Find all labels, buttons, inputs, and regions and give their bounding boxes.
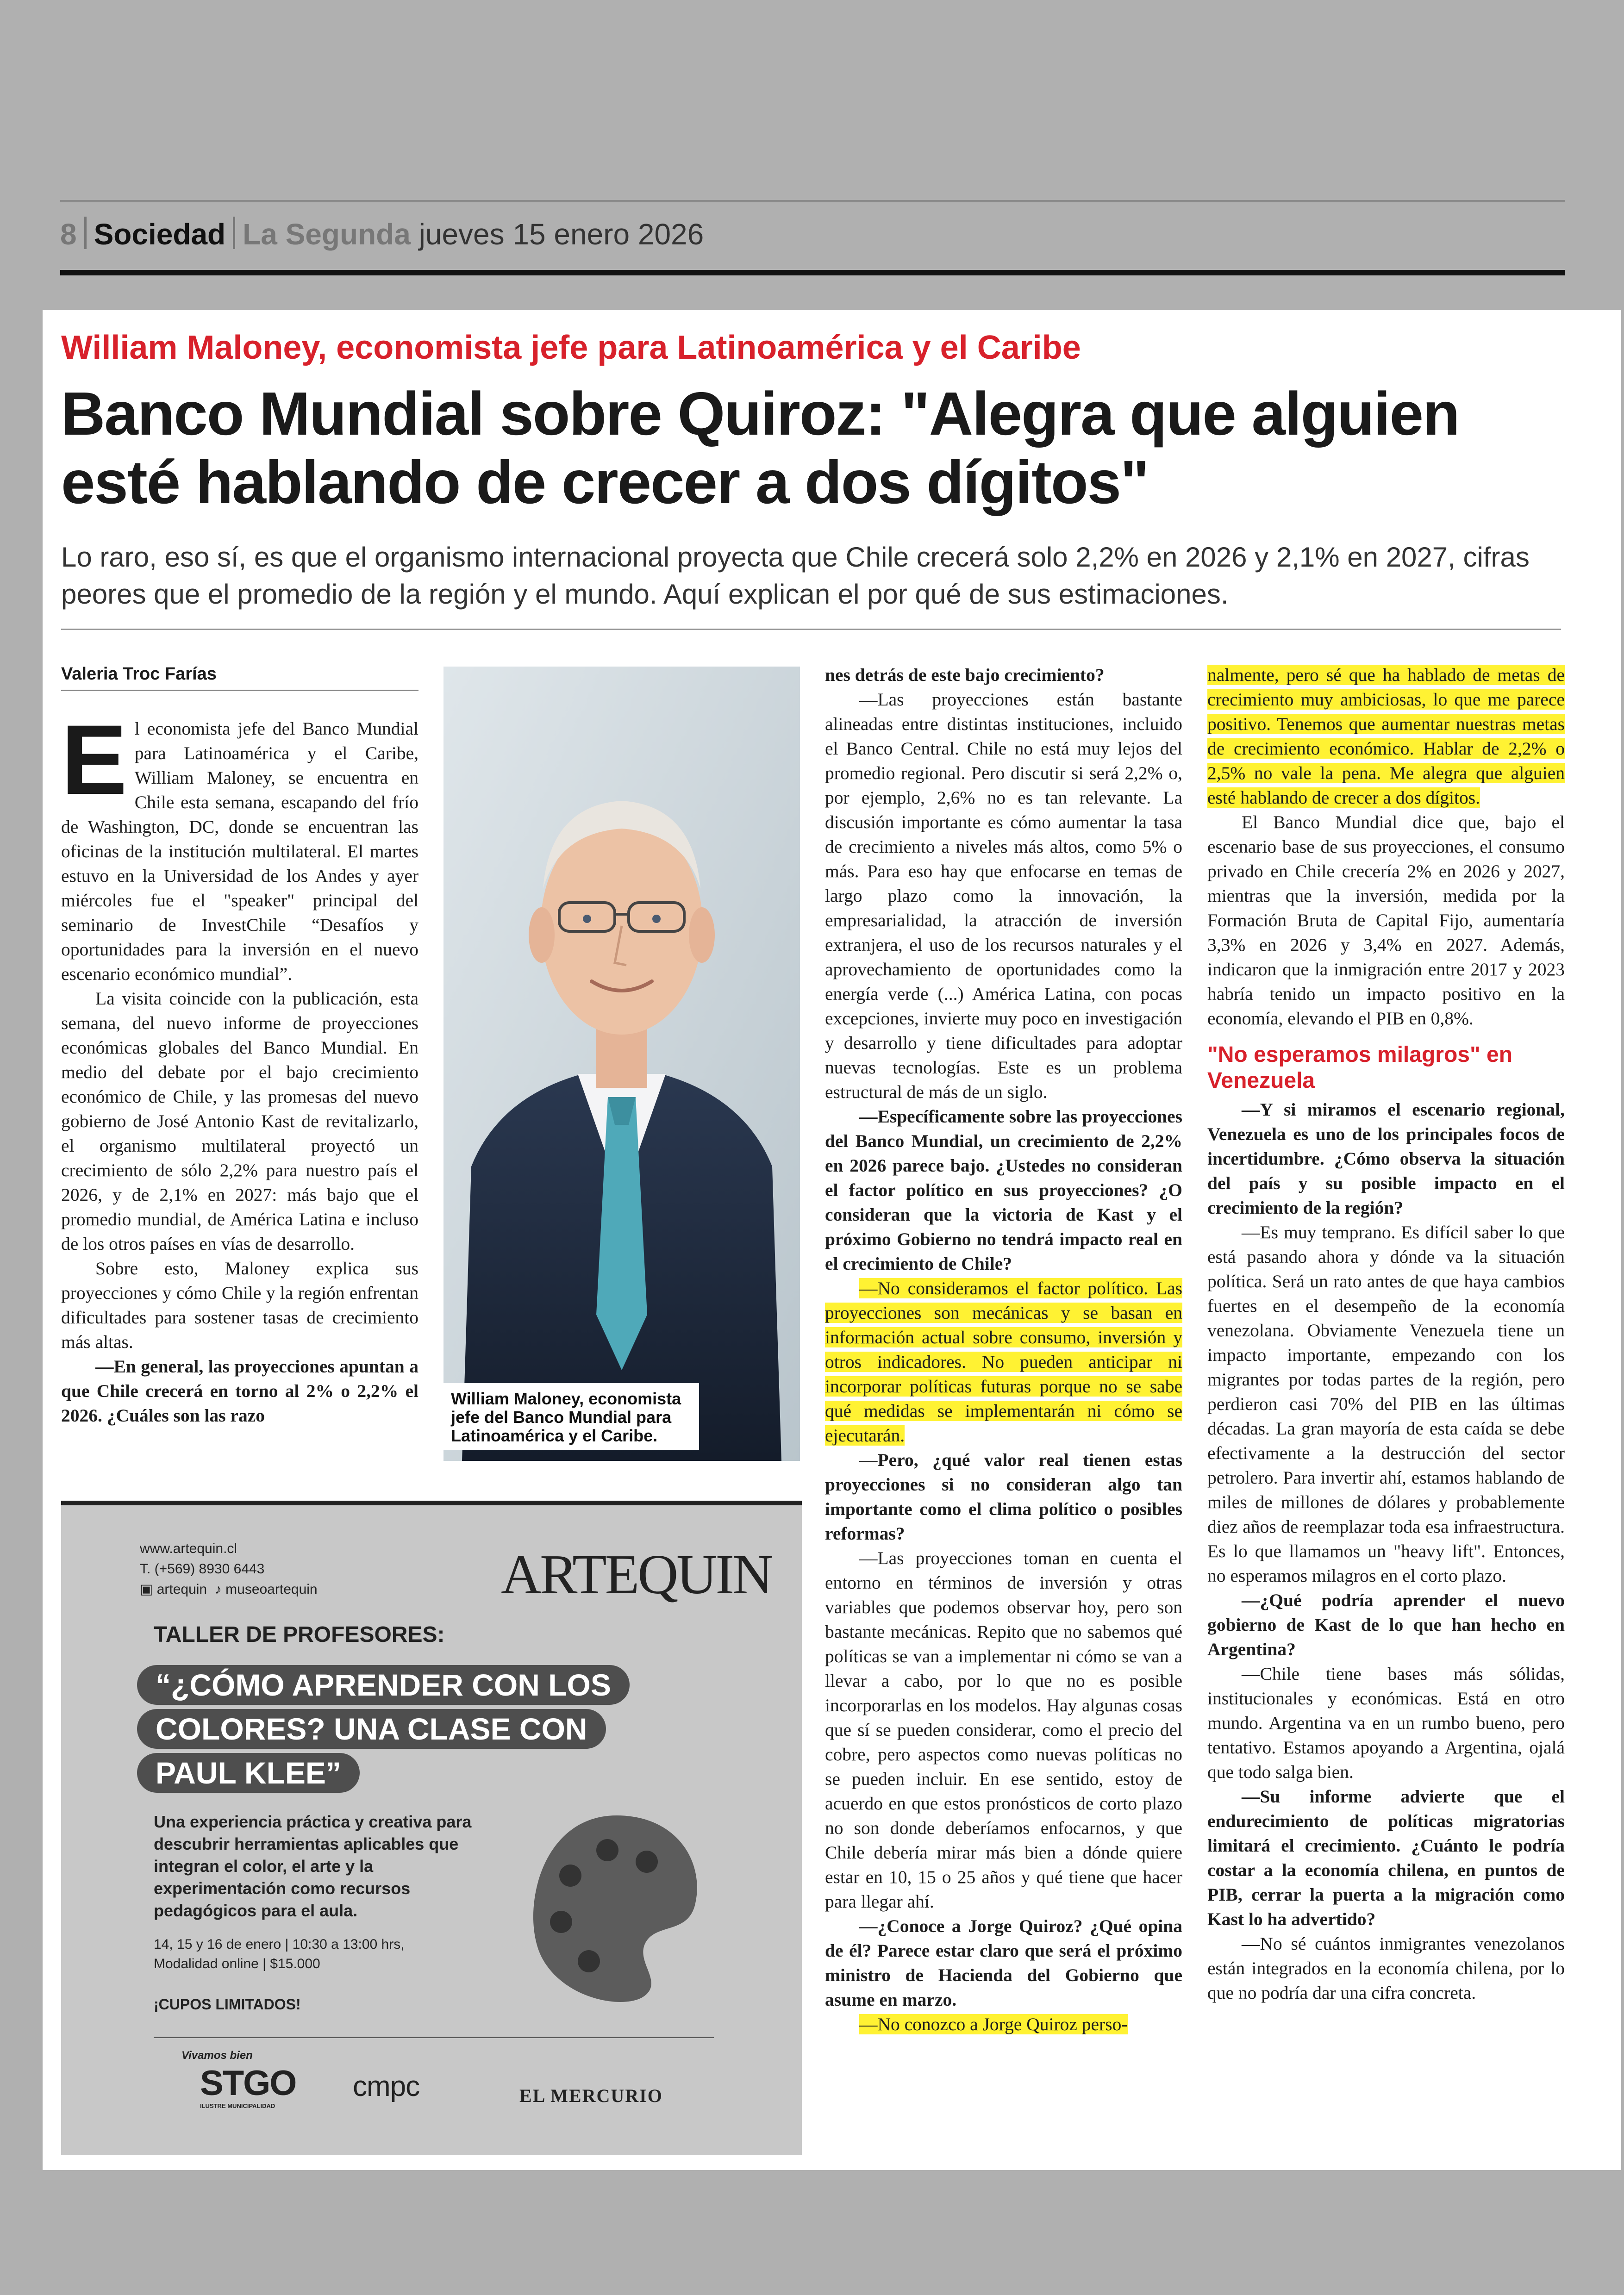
ad-social [140, 1579, 318, 1600]
interview-answer: —Chile tiene bases más sólidas, institucionales y económicas. Está en otro mundo. Argentina va en un rumbo bueno, pero tentativo. Estamos apoyando a Argentina, ojalá que todo salga bien. [1207, 1664, 1565, 1782]
interview-question: —¿Conoce a Jorge Quiroz? ¿Qué opina de él? Parece estar claro que será el próximo ministro de Hacienda del Gobierno que asume en marzo. [825, 1916, 1182, 2010]
header-row [60, 213, 704, 255]
issue-date: jueves 15 enero 2026 [418, 218, 704, 251]
sponsor-stgo-subtitle: ILUSTRE MUNICIPALIDAD [200, 2102, 275, 2109]
column-1 [61, 705, 418, 1428]
ad-title-line-2: COLORES? UNA CLASE CON [137, 1709, 606, 1749]
interview-answer: —No sé cuántos inmigrantes venezolanos están integrados en la economía chilena, por lo que no podría dar una cifra concreta. [1207, 1933, 1565, 2003]
palette-icon [524, 1806, 709, 2010]
section-subhead: "No esperamos milagros" en Venezuela [1207, 1042, 1513, 1093]
portrait-illustration [443, 667, 800, 1461]
interview-question: nes detrás de este bajo crecimiento? [825, 665, 1105, 685]
highlighted-text: —No consideramos el factor político. Las proyecciones son mecánicas y se basan en información actual sobre consumo, inversión y otros indicadores. No pueden anticipar ni incorporar políticas futuras porque no se sabe qué medidas se implementarán ni cómo se ejecutarán. [825, 1278, 1182, 1446]
interview-answer: —Las proyecciones están bastante alineadas entre distintas instituciones, incluido el Banco Central. Chile no está muy lejos del promedio regional. Pero discutir si será 2,2% o, por ejemplo, 2,6% no es tan relevante. La discusión importante es cómo aumentar la tasa de crecimiento a niveles más altos, como 5% o más. Para eso hay que enfocarse en temas de largo plazo como la innovación, la empresarialidad, la atracción de inversión extranjera, el uso de los recursos naturales y el aprovechamiento de oportunidades como la energía verde (...) América Latina, con pocas excepciones, invierte muy poco en investigación y desarrollo y tiene dificultades para adoptar nuevas tecnologías. Este es un problema estructural de más de un siglo. [825, 689, 1182, 1102]
highlighted-text: —No conozco a Jorge Quiroz perso- [859, 2014, 1128, 2034]
byline: Valeria Troc Farías [61, 661, 418, 691]
artequin-logo: ARTEQUIN [501, 1543, 772, 1606]
interview-question: —Pero, ¿qué valor real tienen estas proyecciones si no consideran algo tan importante como el clima político o posibles reformas? [825, 1450, 1182, 1544]
ad-title-line-1: “¿CÓMO APRENDER CON LOS [137, 1665, 630, 1705]
ad-taller-label: TALLER DE PROFESORES: [154, 1622, 445, 1647]
body-paragraph: Sobre esto, Maloney explica sus proyecciones y cómo Chile y la región enfrentan dificultades para sostener tasas de crecimiento más altas. [61, 1258, 418, 1352]
tiktok-icon: ♪ [214, 1582, 222, 1597]
drop-cap: E [61, 705, 127, 815]
ad-website[interactable]: www.artequin.cl [140, 1541, 237, 1556]
article-kicker: William Maloney, economista jefe para Latinoamérica y el Caribe [61, 329, 1081, 366]
page-number: 8 [60, 218, 77, 251]
ad-dates-line-1: 14, 15 y 16 de enero | 10:30 a 13:00 hrs, [154, 1937, 405, 1952]
ad-tiktok: museoartequin [225, 1582, 318, 1597]
section-name: Sociedad [94, 218, 226, 251]
column-4 [1207, 663, 1565, 2005]
body-paragraph: La visita coincide con la publicación, esta semana, del nuevo informe de proyecciones económicas globales del Banco Mundial. En medio del debate por el bajo crecimiento económico de Chile, y las promesas del nuevo gobierno de José Antonio Kast de revitalizarlo, el organismo multilateral proyectó un crecimiento de sólo 2,2% para nuestro país el 2026, y de 2,1% en 2027: más bajo que el promedio mundial, de América Latina e incluso de los otros países en vías de desarrollo. [61, 988, 418, 1254]
article-dek: Lo raro, eso sí, es que el organismo internacional proyecta que Chile crecerá solo 2,2% en 2026 y 2,1% en 2027, cifras peores que el promedio de la región y el mundo. Aquí explican el por qué de sus estimaciones. [61, 542, 1530, 610]
ad-dates-line-2: Modalidad online | $15.000 [154, 1956, 320, 1971]
headline-rule [61, 629, 1561, 630]
ad-dates [154, 1935, 405, 1974]
interview-answer-highlighted [825, 2012, 1182, 2037]
interview-question: —Específicamente sobre las proyecciones del Banco Mundial, un crecimiento de 2,2% en 2026 parece bajo. ¿Ustedes no consideran el factor político en sus proyecciones? ¿O consideran que la victoria de Kast y el próximo Gobierno no tendrá impacto real en el crecimiento de Chile? [825, 1106, 1182, 1274]
ad-phone: T. (+569) 8930 6443 [140, 1561, 265, 1577]
header-divider [84, 217, 87, 249]
sponsor-stgo-tagline: Vivamos bien [181, 2049, 253, 2062]
body-paragraph: l economista jefe del Banco Mundial para Latinoamérica y el Caribe, William Maloney, se encuentra en Chile esta semana, escapando del frío de Washington, DC, donde se encuentran las oficinas de la institución multilateral. El martes estuvo en la Universidad de los Andes y ayer miércoles fue el "speaker" principal del seminario de InvestChile “Desafíos y oportunidades para la inversión en el nuevo escenario económico mundial”. [61, 718, 418, 984]
highlighted-text: nalmente, pero sé que ha hablado de metas de crecimiento muy ambiciosas, lo que me parece positivo. Tenemos que aumentar nuestras metas de crecimiento económico. Hablar de 2,2% o 2,5% no vale la pena. Me alegra que alguien esté hablando de crecer a dos dígitos. [1207, 665, 1565, 808]
ad-instagram: artequin [156, 1582, 207, 1597]
artequin-advertisement [61, 1501, 802, 2155]
sponsor-cmpc-logo: cmpc [353, 2070, 420, 2102]
interview-question: —Su informe advierte que el endurecimiento de políticas migratorias limitará el crecimiento. ¿Cuánto le podría costar a la economía chilena, en puntos de PIB, cerrar la puerta a la migración como Kast lo ha advertido? [1207, 1786, 1565, 1929]
sponsor-divider [154, 2037, 714, 2038]
portrait-photo [443, 667, 800, 1461]
interview-answer: —Las proyecciones toman en cuenta el entorno en términos de inversión y otras variables que podemos observar hoy, pero son bastante mecánicas. Repito que no sabemos qué políticas se van a implementar ni cómo se van a llevar a cabo, por lo que no es posible incorporarlas en los modelos. Hay algunas cosas que sí se pueden considerar, como el precio del cobre, pero aspectos como nuevas políticas no se pueden incluir. En ese sentido, estoy de acuerdo en que estos pronósticos de corto plazo no son donde deberíamos enfocarnos, y que Chile debería mirar más bien a dónde quiere estar en 10, 15 o 25 años y qué tiene que hacer para llegar ahí. [825, 1548, 1182, 1912]
photo-caption: William Maloney, economista jefe del Banco Mundial para Latinoamérica y el Caribe. [443, 1383, 699, 1450]
ad-title-line-3: PAUL KLEE” [137, 1753, 360, 1793]
ad-description: Una experiencia práctica y creativa para descubrir herramientas aplicables que integran el color, el arte y la experimentación como recursos pedagógicos para el aula. [154, 1812, 472, 1920]
body-paragraph: El Banco Mundial dice que, bajo el escenario base de sus proyecciones, el consumo privado en Chile crecería 2% en 2026 y 2027, mientras que la inversión, medida por la Formación Bruta de Capital Fijo, aumentaría 3,3% en 2026 y 3,4% en 2027. Además, indicaron que la inmigración entre 2017 y 2023 habría tenido un impacto positivo en la economía, elevando el PIB en 0,8%. [1207, 812, 1565, 1029]
sponsor-el-mercurio-logo: EL MERCURIO [519, 2085, 663, 2106]
interview-answer-highlighted [1207, 663, 1565, 810]
sponsor-stgo-logo: STGO [200, 2064, 296, 2103]
interview-answer-highlighted [825, 1276, 1182, 1448]
interview-question: —En general, las proyecciones apuntan a que Chile crecerá en torno al 2% o 2,2% el 2026. ¿Cuáles son las razo [61, 1356, 418, 1426]
page-header [60, 200, 1565, 275]
ad-contact [140, 1539, 318, 1600]
interview-question: —Y si miramos el escenario regional, Venezuela es uno de los principales focos de incertidumbre. ¿Cómo observa la situación del país y su posible impacto en el crecimiento de la región? [1207, 1099, 1565, 1218]
header-divider [233, 217, 235, 249]
article-headline: Banco Mundial sobre Quiroz: "Alegra que alguien esté hablando de crecer a dos dígitos" [61, 380, 1459, 516]
instagram-icon: ▣ [140, 1582, 153, 1597]
column-3 [825, 663, 1182, 2037]
ad-cupos: ¡CUPOS LIMITADOS! [154, 1996, 301, 2013]
newspaper-name: La Segunda [243, 218, 411, 251]
interview-answer: —Es muy temprano. Es difícil saber lo que está pasando ahora y dónde va la situación política. Será un rato antes de que haya cambios fuertes en el desempeño de la economía venezolana. Obviamente Venezuela tiene un impacto importante, empezando con los migrantes por todas partes de la región, pero perdieron casi 70% del PIB en las últimas décadas. La gran mayoría de esta caída se debe efectivamente a la destrucción del sector petrolero. Para invertir ahí, estamos hablando de miles de millones de dólares y probablemente diez años de reemplazar toda esa infraestructura. Es lo que llamamos un "heavy lift". Entonces, no esperamos milagros en el corto plazo. [1207, 1222, 1565, 1586]
interview-question: —¿Qué podría aprender el nuevo gobierno de Kast de lo que han hecho en Argentina? [1207, 1590, 1565, 1659]
